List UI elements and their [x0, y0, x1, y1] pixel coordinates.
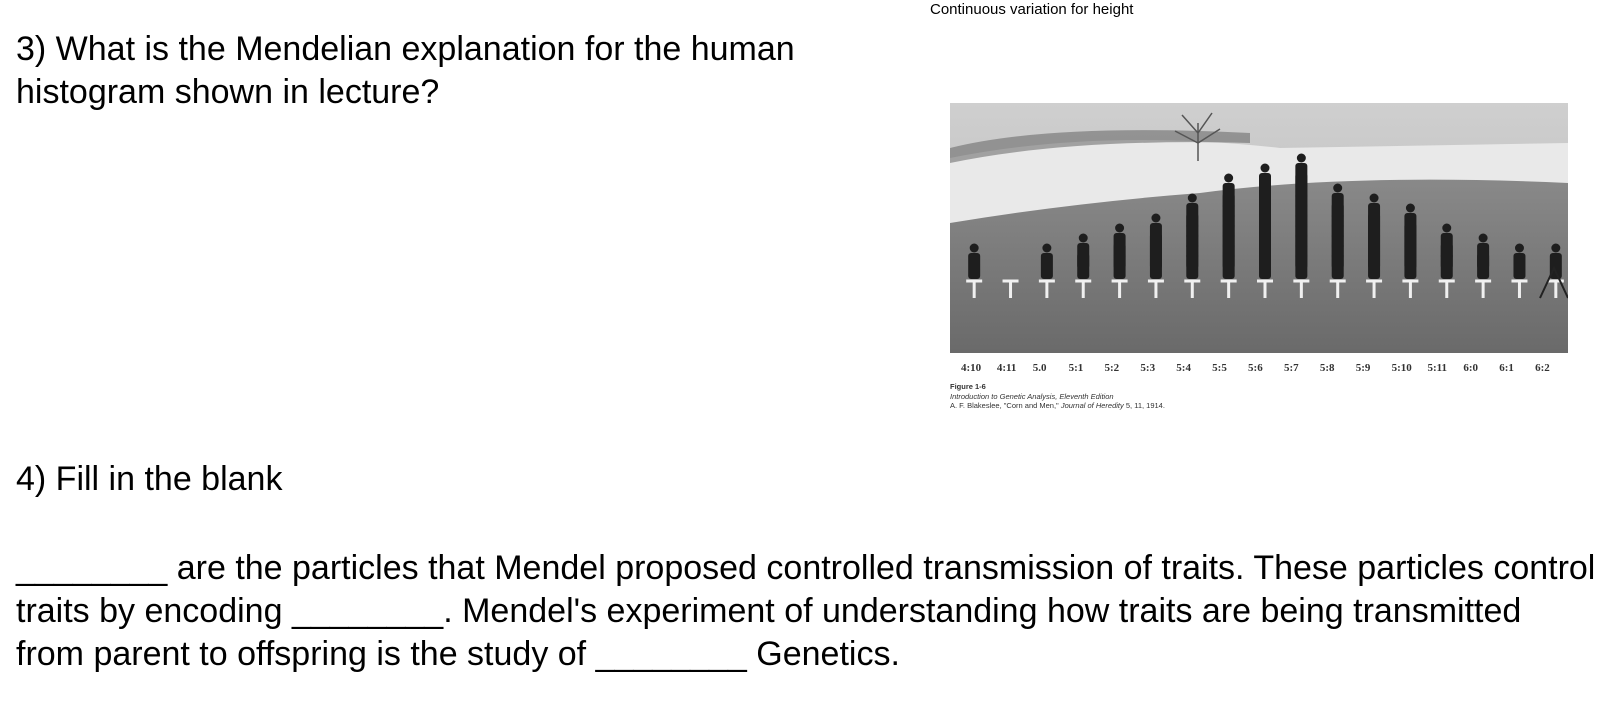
figure-citation: [950, 401, 1165, 411]
body-part-3: Genetics.: [746, 635, 900, 673]
height-label: 6:1: [1499, 362, 1514, 374]
height-axis-labels: [955, 362, 1565, 376]
citation-journal: Journal of Heredity: [1060, 401, 1124, 410]
height-label: 6:0: [1463, 362, 1479, 374]
question-4-title: 4) Fill in the blank: [16, 460, 283, 498]
height-label: 5:9: [1355, 362, 1371, 374]
height-label: 5:7: [1283, 362, 1299, 374]
height-label: 5:2: [1104, 362, 1120, 374]
body-part-1: are the particles that Mendel proposed controlled transmission of traits. These particles control traits by encoding: [16, 549, 1596, 630]
blank-2: ________: [291, 592, 444, 630]
figure-title: Continuous variation for height: [930, 1, 1134, 18]
height-label: 5:8: [1319, 362, 1335, 374]
figure-book: Introduction to Genetic Analysis, Eleventh Edition: [950, 391, 1114, 401]
height-label: 5.0: [1032, 362, 1047, 374]
height-label: 4:11: [996, 362, 1017, 374]
citation-prefix: A. F. Blakeslee, "Corn and Men,": [950, 401, 1059, 410]
citation-suffix: 5, 11, 1914.: [1125, 401, 1165, 410]
figure-number: Figure 1-6: [950, 382, 986, 391]
height-label: 6:2: [1535, 362, 1550, 374]
question-4-body: [16, 547, 1596, 676]
height-label: 5:4: [1176, 362, 1191, 374]
height-label: 5:10: [1391, 362, 1412, 374]
blank-3: ________: [595, 635, 747, 673]
height-label: 5:3: [1140, 362, 1156, 374]
height-label: 5:1: [1068, 362, 1084, 374]
height-histogram-photo: [950, 103, 1568, 353]
height-label: 5:11: [1427, 362, 1448, 374]
height-label: 4:10: [961, 362, 982, 374]
blank-1: ________: [16, 549, 168, 587]
body-part-2: . Mendel's experiment of understanding how traits are being transmitted from parent to offspring is the study of: [16, 592, 1522, 673]
question-3-text: 3) What is the Mendelian explanation for the human histogram shown in lecture?: [16, 30, 795, 111]
height-label: 5:6: [1248, 362, 1263, 374]
height-label: 5:5: [1212, 362, 1227, 374]
figure-credit: [950, 382, 1165, 411]
